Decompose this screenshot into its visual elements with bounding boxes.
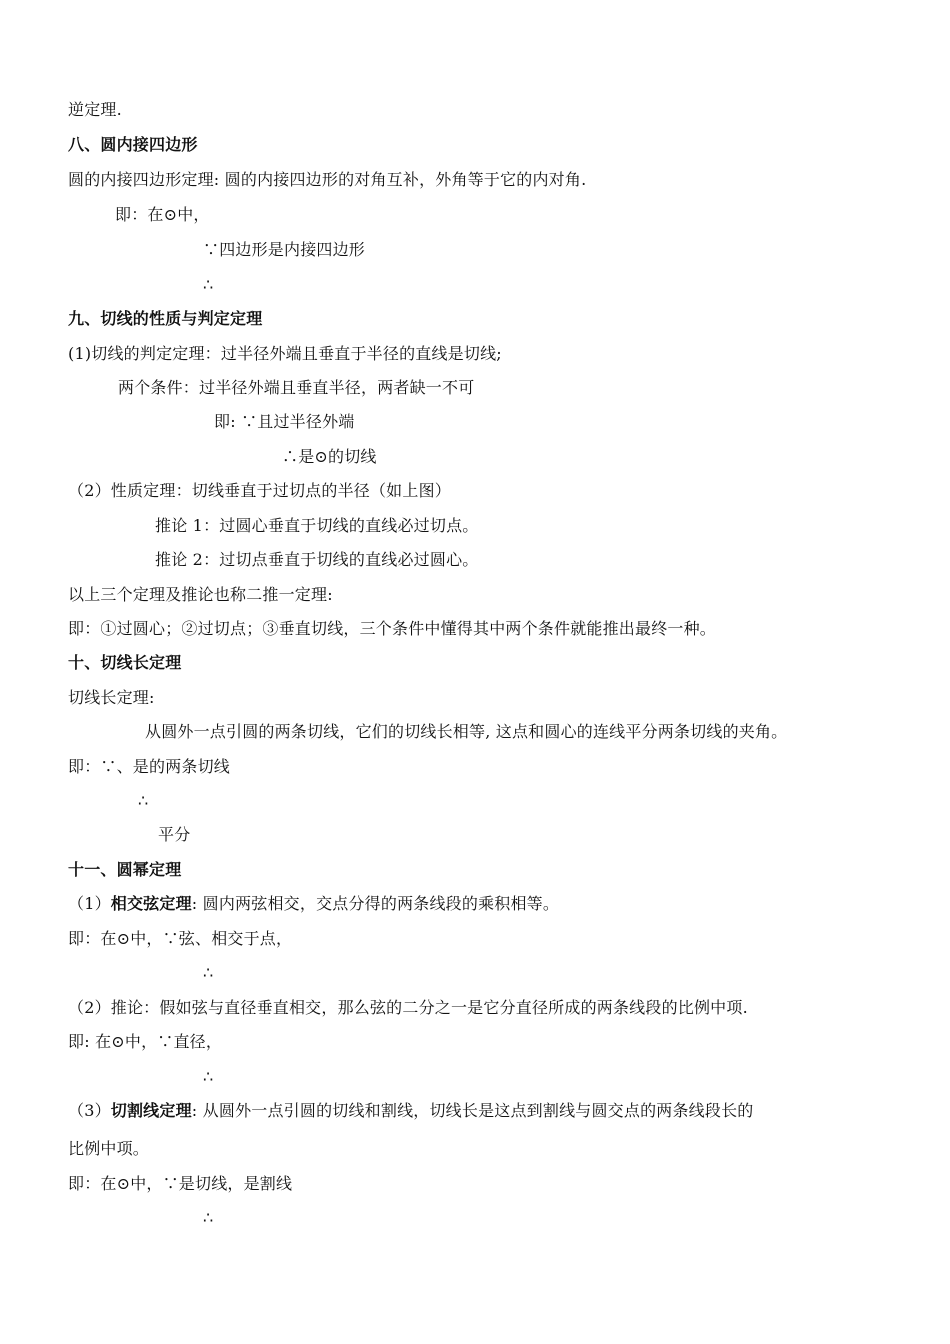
text-line: 即：在⊙中，∵弦、相交于点，: [68, 929, 293, 948]
text-line: ∴: [203, 963, 214, 982]
text-line: 圆的内接四边形定理: 圆的内接四边形的对角互补，外角等于它的内对角.: [68, 170, 587, 189]
text-line: ∵四边形是内接四边形: [203, 240, 366, 259]
section-heading: 八、圆内接四边形: [68, 135, 198, 154]
text-line: 即: ∵且过半径外端: [214, 412, 355, 431]
text-line: （2）性质定理：切线垂直于过切点的半径（如上图）: [68, 481, 451, 500]
text-line: 比例中项。: [68, 1139, 150, 1158]
theorem-name: 切割线定理: [110, 1101, 192, 1120]
text-line: 即：在⊙中，∵是切线，是割线: [68, 1174, 293, 1193]
section-heading: 十、切线长定理: [68, 653, 182, 672]
text-line: 即：∵、是的两条切线: [68, 757, 231, 776]
text-line: 推论 1：过圆心垂直于切线的直线必过切点。: [155, 516, 479, 535]
text-line: ∴: [203, 1067, 214, 1086]
text-line: [68, 1100, 753, 1122]
text-line: 平分: [158, 825, 191, 844]
text-line: 即：在⊙中，: [115, 205, 210, 224]
text-line: ∴是⊙的切线: [282, 447, 377, 466]
text-line: 从圆外一点引圆的两条切线，它们的切线长相等, 这点和圆心的连线平分两条切线的夹角。: [145, 722, 788, 741]
text-line: 推论 2：过切点垂直于切线的直线必过圆心。: [155, 550, 479, 569]
text-line: 即: 在⊙中，∵直径，: [68, 1032, 223, 1051]
item-number: （1）: [68, 894, 111, 913]
theorem-text: : 圆内两弦相交，交点分得的两条线段的乘积相等。: [191, 894, 560, 913]
text-line: ∴: [138, 791, 149, 810]
text-line: 即：①过圆心；②过切点；③垂直切线，三个条件中懂得其中两个条件就能推出最终一种。: [68, 619, 717, 638]
section-heading: 九、切线的性质与判定定理: [68, 309, 263, 328]
text-line: （2）推论：假如弦与直径垂直相交，那么弦的二分之一是它分直径所成的两条线段的比例中项.: [68, 998, 748, 1017]
text-line: 逆定理.: [68, 100, 122, 119]
text-line: ∴: [203, 1208, 214, 1227]
text-line: (1)切线的判定定理：过半径外端且垂直于半径的直线是切线;: [68, 344, 502, 363]
text-line: 两个条件：过半径外端且垂直半径，两者缺一不可: [118, 378, 475, 397]
section-heading: 十一、圆幂定理: [68, 860, 182, 879]
item-number: （3）: [68, 1101, 111, 1120]
theorem-name: 相交弦定理: [110, 894, 192, 913]
text-line: [68, 893, 559, 915]
text-line: ∴: [203, 275, 214, 294]
text-line: 以上三个定理及推论也称二推一定理:: [68, 585, 333, 604]
text-line: 切线长定理:: [68, 688, 155, 707]
theorem-text: : 从圆外一点引圆的切线和割线，切线长是这点到割线与圆交点的两条线段长的: [191, 1101, 754, 1120]
